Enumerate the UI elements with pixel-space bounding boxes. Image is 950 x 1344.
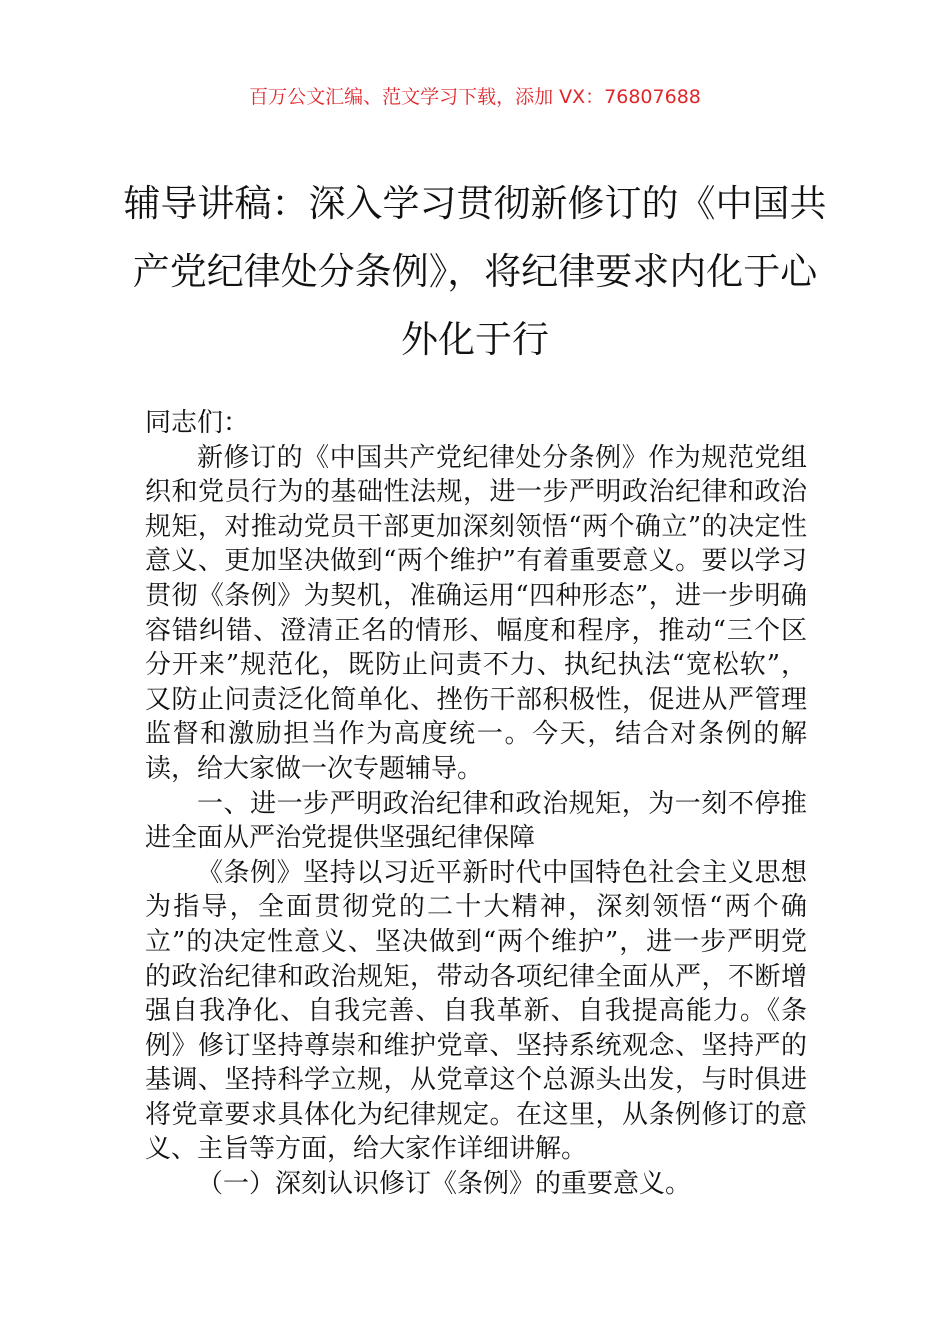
section-heading-1: 一、进一步严明政治纪律和政治规矩，为一刻不停推进全面从严治党提供坚强纪律保障 xyxy=(145,788,807,854)
salutation: 同志们： xyxy=(145,408,250,438)
document-body xyxy=(145,406,807,1202)
subsection-heading-1: （一）深刻认识修订《条例》的重要意义。 xyxy=(197,1169,692,1200)
paragraph-intro: 新修订的《中国共产党纪律处分条例》作为规范党组织和党员行为的基础性法规，进一步严明政治纪律和政治规矩，对推动党员干部更加深刻领悟“两个确立”的决定性意义、更加坚决做到“两个维护”有着重要意义。要以学习贯彻《条例》为契机，准确运用“四种形态”，进一步明确容错纠错、澄清正名的情形、幅度和程序，推动“三个区分开来”规范化，既防止问责不力、执纪执法“宽松软”，又防止问责泛化简单化、挫伤干部积极性，促进从严管理监督和激励担当作为高度统一。今天，结合对条例的解读，给大家做一次专题辅导。 xyxy=(145,442,807,784)
paragraph-section-1: 《条例》坚持以习近平新时代中国特色社会主义思想为指导，全面贯彻党的二十大精神，深刻领悟“两个确立”的决定性意义、坚决做到“两个维护”，进一步严明党的政治纪律和政治规矩，带动各项纪律全面从严，不断增强自我净化、自我完善、自我革新、自我提高能力。《条例》修订坚持尊崇和维护党章、坚持系统观念、坚持严的基调、坚持科学立规，从党章这个总源头出发，与时俱进将党章要求具体化为纪律规定。在这里，从条例修订的意义、主旨等方面，给大家作详细讲解。 xyxy=(145,857,807,1165)
document-title: 辅导讲稿：深入学习贯彻新修订的《中国共产党纪律处分条例》，将纪律要求内化于心外化于行 xyxy=(123,182,827,361)
promo-header: 百万公文汇编、范文学习下载，添加 VX：76807688 xyxy=(249,86,701,108)
